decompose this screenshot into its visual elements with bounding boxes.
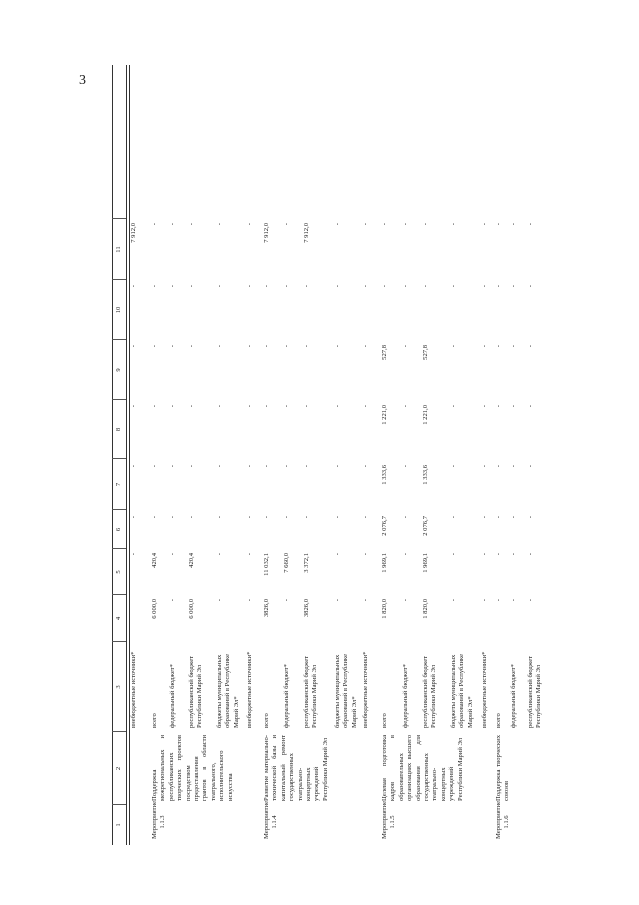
- value-cell: -: [130, 516, 137, 519]
- value-cell: -: [402, 345, 409, 348]
- value-cell: -: [246, 599, 253, 602]
- value-cell: -: [450, 599, 457, 602]
- column-divider: [112, 804, 126, 805]
- row-description: Поддержка межрегиональных и республиканских творческих проектов посредством предоставления грантов в области театрального, исполнительского искусства: [151, 735, 234, 801]
- value-cell: -: [334, 553, 341, 556]
- value-cell: -: [362, 516, 369, 519]
- value-cell: -: [402, 465, 409, 468]
- value-cell: -: [283, 405, 290, 408]
- value-cell: -: [381, 285, 388, 288]
- value-cell: 6 000,0: [151, 599, 158, 619]
- value-cell: -: [246, 405, 253, 408]
- funding-source-label: внебюджетные источники*: [130, 651, 137, 728]
- value-cell: 420,4: [188, 553, 195, 568]
- value-cell: 1 221,0: [422, 405, 429, 425]
- header-col-10: 10: [115, 306, 122, 314]
- value-cell: -: [510, 285, 517, 288]
- value-cell: -: [495, 465, 502, 468]
- value-cell: 1 333,6: [422, 465, 429, 485]
- value-cell: -: [381, 223, 388, 226]
- value-cell: -: [362, 599, 369, 602]
- value-cell: 1 969,1: [381, 553, 388, 573]
- row-description: Развитие материально-технической базы и капитальный ремонт государственных театрально-концертных учреждений Республики Марий Эл: [263, 735, 329, 801]
- value-cell: -: [334, 516, 341, 519]
- value-cell: -: [510, 599, 517, 602]
- value-cell: -: [169, 285, 176, 288]
- value-cell: -: [510, 516, 517, 519]
- value-cell: -: [169, 405, 176, 408]
- value-cell: -: [188, 345, 195, 348]
- row-description: Поддержка творческих союзов: [495, 735, 511, 801]
- value-cell: -: [188, 516, 195, 519]
- value-cell: -: [283, 285, 290, 288]
- value-cell: -: [510, 553, 517, 556]
- value-cell: -: [450, 223, 457, 226]
- column-divider: [112, 594, 126, 595]
- value-cell: -: [362, 223, 369, 226]
- value-cell: -: [216, 405, 223, 408]
- value-cell: -: [130, 345, 137, 348]
- value-cell: -: [169, 465, 176, 468]
- value-cell: 7 912,0: [130, 223, 137, 243]
- value-cell: -: [481, 516, 488, 519]
- funding-source-label: бюджеты муниципальных образований в Республике Марий Эл*: [334, 654, 358, 728]
- value-cell: -: [334, 345, 341, 348]
- value-cell: 1 969,1: [422, 553, 429, 573]
- value-cell: -: [283, 345, 290, 348]
- value-cell: -: [402, 599, 409, 602]
- value-cell: -: [362, 465, 369, 468]
- value-cell: -: [450, 516, 457, 519]
- value-cell: -: [130, 553, 137, 556]
- value-cell: -: [246, 516, 253, 519]
- value-cell: 7 912,0: [263, 223, 270, 243]
- value-cell: -: [495, 223, 502, 226]
- value-cell: -: [402, 553, 409, 556]
- value-cell: -: [527, 465, 534, 468]
- value-cell: -: [246, 465, 253, 468]
- header-col-6: 6: [115, 527, 122, 532]
- value-cell: -: [527, 223, 534, 226]
- value-cell: 11 032,1: [263, 553, 270, 576]
- value-cell: -: [151, 345, 158, 348]
- column-divider: [112, 279, 126, 280]
- value-cell: -: [169, 553, 176, 556]
- value-cell: -: [527, 285, 534, 288]
- value-cell: -: [450, 405, 457, 408]
- funding-source-label: республиканский бюджет Республики Марий Эл: [303, 655, 319, 728]
- value-cell: -: [303, 516, 310, 519]
- value-cell: -: [527, 599, 534, 602]
- value-cell: -: [283, 599, 290, 602]
- value-cell: -: [188, 285, 195, 288]
- value-cell: -: [495, 553, 502, 556]
- funding-source-label: республиканский бюджет Республики Марий Эл: [188, 655, 204, 728]
- value-cell: -: [450, 553, 457, 556]
- value-cell: -: [216, 553, 223, 556]
- value-cell: -: [481, 223, 488, 226]
- value-cell: -: [527, 516, 534, 519]
- funding-source-label: бюджеты муниципальных образований в Республике Марий Эл*: [216, 654, 240, 728]
- value-cell: -: [263, 285, 270, 288]
- value-cell: 3826,0: [263, 599, 270, 618]
- funding-source-label: всего: [495, 713, 502, 728]
- value-cell: -: [362, 345, 369, 348]
- value-cell: -: [402, 285, 409, 288]
- value-cell: 7 912,0: [303, 223, 310, 243]
- value-cell: -: [246, 345, 253, 348]
- table-rule: [129, 65, 130, 845]
- header-col-1: 1: [115, 823, 122, 827]
- header-col-9: 9: [115, 368, 122, 372]
- value-cell: -: [130, 285, 137, 288]
- header-col-11: 11: [115, 246, 122, 253]
- row-description: Целевая подготовка кадров в образовательных организациях высшего образования для государственных театрально-концертных учреждений Республики Марий Эл: [381, 735, 464, 801]
- value-cell: -: [216, 223, 223, 226]
- value-cell: -: [303, 465, 310, 468]
- value-cell: -: [495, 599, 502, 602]
- header-col-4: 4: [115, 616, 122, 621]
- value-cell: 420,4: [151, 553, 158, 568]
- value-cell: -: [246, 285, 253, 288]
- value-cell: -: [216, 345, 223, 348]
- column-divider: [112, 548, 126, 549]
- funding-source-label: внебюджетные источники*: [362, 651, 369, 728]
- value-cell: -: [510, 345, 517, 348]
- value-cell: -: [303, 345, 310, 348]
- page-number: 3: [79, 73, 86, 88]
- row-item-number: Мероприятие 1.1.4: [263, 800, 279, 839]
- value-cell: -: [130, 465, 137, 468]
- column-divider: [112, 218, 126, 219]
- value-cell: -: [334, 285, 341, 288]
- value-cell: 1 820,0: [422, 599, 429, 619]
- value-cell: -: [216, 465, 223, 468]
- value-cell: -: [402, 405, 409, 408]
- value-cell: -: [263, 465, 270, 468]
- value-cell: -: [263, 345, 270, 348]
- header-col-5: 5: [115, 570, 122, 574]
- value-cell: 2 076,7: [422, 516, 429, 536]
- value-cell: -: [362, 553, 369, 556]
- value-cell: -: [495, 285, 502, 288]
- value-cell: 3 372,1: [303, 553, 310, 573]
- value-cell: -: [481, 465, 488, 468]
- value-cell: -: [263, 405, 270, 408]
- value-cell: -: [151, 405, 158, 408]
- column-divider: [112, 339, 126, 340]
- value-cell: -: [481, 405, 488, 408]
- value-cell: 1 820,0: [381, 599, 388, 619]
- value-cell: -: [169, 599, 176, 602]
- row-item-number: Мероприятие 1.1.6: [495, 800, 511, 839]
- table: [112, 65, 567, 845]
- value-cell: -: [283, 465, 290, 468]
- header-col-3: 3: [115, 685, 122, 689]
- value-cell: 2 076,7: [381, 516, 388, 536]
- value-cell: -: [188, 405, 195, 408]
- column-divider: [112, 399, 126, 400]
- value-cell: -: [263, 516, 270, 519]
- value-cell: -: [334, 465, 341, 468]
- value-cell: -: [481, 553, 488, 556]
- value-cell: 3826,0: [303, 599, 310, 618]
- value-cell: -: [527, 345, 534, 348]
- value-cell: -: [151, 465, 158, 468]
- value-cell: -: [151, 516, 158, 519]
- funding-source-label: федеральный бюджет*: [510, 664, 517, 728]
- value-cell: -: [495, 516, 502, 519]
- header-col-8: 8: [115, 427, 122, 432]
- value-cell: 527,8: [422, 345, 429, 360]
- value-cell: -: [246, 223, 253, 226]
- value-cell: -: [495, 345, 502, 348]
- column-divider: [112, 509, 126, 510]
- funding-source-label: федеральный бюджет*: [402, 664, 409, 728]
- value-cell: -: [481, 599, 488, 602]
- value-cell: -: [169, 223, 176, 226]
- value-cell: -: [303, 405, 310, 408]
- value-cell: -: [188, 465, 195, 468]
- value-cell: -: [422, 285, 429, 288]
- column-divider: [112, 641, 126, 642]
- value-cell: -: [481, 345, 488, 348]
- funding-source-label: бюджеты муниципальных образований в Республике Марий Эл*: [450, 654, 474, 728]
- funding-source-label: республиканский бюджет Республики Марий Эл: [422, 655, 438, 728]
- value-cell: -: [216, 516, 223, 519]
- header-col-2: 2: [115, 766, 122, 771]
- value-cell: -: [450, 345, 457, 348]
- value-cell: -: [334, 599, 341, 602]
- value-cell: -: [422, 223, 429, 226]
- column-divider: [112, 458, 126, 459]
- value-cell: -: [283, 223, 290, 226]
- value-cell: -: [527, 405, 534, 408]
- value-cell: 6 000,0: [188, 599, 195, 619]
- value-cell: -: [188, 223, 195, 226]
- value-cell: -: [362, 285, 369, 288]
- value-cell: -: [402, 223, 409, 226]
- value-cell: 1 333,6: [381, 465, 388, 485]
- value-cell: -: [216, 285, 223, 288]
- value-cell: -: [481, 285, 488, 288]
- funding-source-label: республиканский бюджет Республики Марий Эл: [527, 655, 543, 728]
- funding-source-label: всего: [263, 713, 270, 728]
- header-col-7: 7: [115, 482, 122, 487]
- value-cell: 527,8: [381, 345, 388, 360]
- value-cell: -: [362, 405, 369, 408]
- value-cell: -: [303, 285, 310, 288]
- value-cell: -: [130, 405, 137, 408]
- value-cell: -: [510, 223, 517, 226]
- table-rule: [112, 65, 113, 845]
- value-cell: 7 660,0: [283, 553, 290, 573]
- value-cell: -: [450, 465, 457, 468]
- column-divider: [112, 731, 126, 732]
- value-cell: -: [216, 599, 223, 602]
- funding-source-label: федеральный бюджет*: [169, 664, 176, 728]
- value-cell: -: [402, 516, 409, 519]
- value-cell: -: [246, 553, 253, 556]
- row-item-number: Мероприятие 1.1.5: [381, 800, 397, 839]
- value-cell: -: [334, 405, 341, 408]
- funding-source-label: всего: [381, 713, 388, 728]
- value-cell: -: [510, 405, 517, 408]
- value-cell: -: [151, 223, 158, 226]
- value-cell: -: [169, 345, 176, 348]
- row-item-number: Мероприятие 1.1.3: [151, 800, 167, 839]
- value-cell: 1 221,0: [381, 405, 388, 425]
- value-cell: -: [169, 516, 176, 519]
- value-cell: -: [283, 516, 290, 519]
- value-cell: -: [151, 285, 158, 288]
- value-cell: -: [527, 553, 534, 556]
- funding-source-label: внебюджетные источники*: [481, 651, 488, 728]
- funding-source-label: федеральный бюджет*: [283, 664, 290, 728]
- funding-source-label: внебюджетные источники*: [246, 651, 253, 728]
- value-cell: -: [450, 285, 457, 288]
- value-cell: -: [510, 465, 517, 468]
- value-cell: -: [334, 223, 341, 226]
- value-cell: -: [495, 405, 502, 408]
- funding-source-label: всего: [151, 713, 158, 728]
- table-rule: [126, 65, 127, 845]
